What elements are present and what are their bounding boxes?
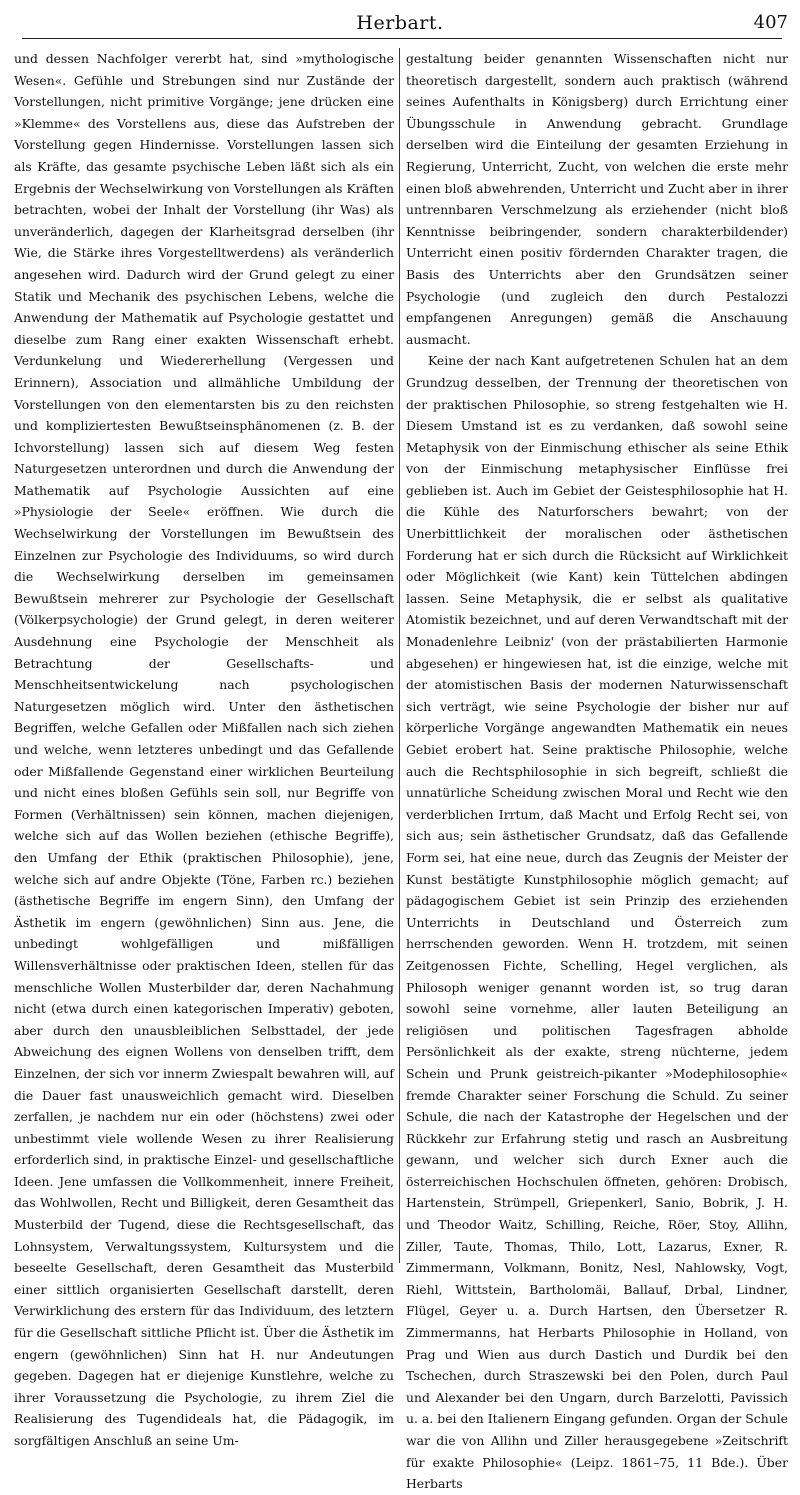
column-divider xyxy=(399,48,400,1263)
header-rule xyxy=(22,38,782,39)
paragraph: und dessen Nachfolger vererbt hat, sind »mythologische Wesen«. Gefühle und Strebungen sind nur Zustände der Vorstellungen, nicht primitive Vorgänge; jene drücken eine »Klemme« des Vorstellens aus, diese das Aufstreben der Vorstellung gegen Hindernisse. Vorstellungen lassen sich als Kräfte, das gesamte psychische Leben läßt sich als ein Ergebnis der Wechselwirkung von Vorstellungen als Kräften betrachten, wobei der Inhalt der Vorstellung (ihr Was) als unveränderlich, dagegen der Klarheitsgrad derselben (ihr Wie, die Stärke ihres Vorgestelltwerdens) als veränderlich angesehen wird. Dadurch wird der Grund gelegt zu einer Statik und Mechanik des psychischen Lebens, welche die Anwendung der Mathematik auf Psychologie gestattet und dieselbe zum Rang einer exakten Wissenschaft erhebt. Verdunkelung und Wiedererhellung (Vergessen und Erinnern), Association und allmähliche Umbildung der Vorstellungen von den elementarsten bis zu den reichsten und kompliziertesten Bewußtseinsphänomenen (z. B. der Ichvorstellung) lassen sich auf diesem Weg festen Naturgesetzen unterordnen und durch die Anwendung der Mathematik auf Psychologie Aussichten auf eine »Physiologie der Seele« eröffnen. Wie durch die Wechselwirkung der Vorstellungen im Bewußtsein des Einzelnen zur Psychologie des Individuums, so wird durch die Wechselwirkung derselben im gemeinsamen Bewußtsein mehrerer zur Psychologie der Gesellschaft (Völkerpsychologie) der Grund gelegt, in deren weiterer Ausdehnung eine Psychologie der Menschheit als Betrachtung der Gesellschafts- und Menschheitsentwickelung nach psychologischen Naturgesetzen möglich wird. Unter den ästhetischen Begriffen, welche Gefallen oder Mißfallen nach sich ziehen und welche, wenn letzteres unbedingt und das Gefallende oder Mißfallende Gegenstand einer wirklichen Beurteilung und nicht eines bloßen Gefühls sein soll, nur Begriffe von Formen (Verhältnissen) sein können, machen diejenigen, welche sich auf das Wollen beziehen (ethische Begriffe), den Umfang der Ethik (praktischen Philosophie), jene, welche sich auf andre Objekte (Töne, Farben rc.) beziehen (ästhetische Begriffe im engern Sinn), den Umfang der Ästhetik im engern (gewöhnlichen) Sinn aus. Jene, die unbedingt wohlgefälligen und mißfälligen Willensverhältnisse oder praktischen Ideen, stellen für das menschliche Wollen Musterbilder dar, deren Nachahmung nicht (etwa durch einen kategorischen Imperativ) geboten, aber durch den unausbleiblichen Selbsttadel, der jede Abweichung des eignen Wollens von denselben trifft, dem Einzelnen, der sich vor innerm Zwiespalt bewahren will, auf die Dauer fast unausweichlich gemacht wird. Dieselben zerfallen, je nachdem nur ein oder (höchstens) zwei oder unbestimmt viele wollende Wesen zu ihrer Realisierung erforderlich sind, in praktische Einzel- und gesellschaftliche Ideen. Jene umfassen die Vollkommenheit, innere Freiheit, das Wohlwollen, Recht und Billigkeit, deren Gesamtheit das Musterbild der Tugend, diese die Rechtsgesellschaft, das Lohnsystem, Verwaltungssystem, Kultursystem und die beseelte Gesellschaft, deren Gesamtheit das Musterbild einer sittlich organisierten Gesellschaft darstellt, deren Verwirklichung des erstern für das Individuum, des letztern für die Gesellschaft sittliche Pflicht ist. Über die Ästhetik im engern (gewöhnlichen) Sinn hat H. nur Andeutungen gegeben. Dagegen hat er diejenige Kunstlehre, welche zu ihrer Voraussetzung die Psychologie, zu ihrem Ziel die Realisierung des Tugendideals hat, die Pädagogik, im sorgfältigen Anschluß an seine Um- xyxy=(14,51,394,1448)
page-header xyxy=(0,10,800,40)
paragraph: Keine der nach Kant aufgetretenen Schulen hat an dem Grundzug desselben, der Trennung der theoretischen von der praktischen Philosophie, so streng festgehalten wie H. Diesem Umstand ist es zu verdanken, daß sowohl seine Metaphysik von der Einmischung ethischer als seine Ethik von der Einmischung metaphysischer Einflüsse frei geblieben ist. Auch im Gebiet der Geistesphilosophie hat H. die Kühle des Naturforschers bewahrt; von der Unerbittlichkeit der moralischen oder ästhetischen Forderung hat er sich durch die Rücksicht auf Wirklichkeit oder Möglichkeit (wie Kant) kein Tüttelchen abdingen lassen. Seine Metaphysik, die er selbst als qualitative Atomistik bezeichnet, und auf deren Verwandtschaft mit der Monadenlehre Leibniz' (von der prästabilierten Harmonie abgesehen) er hingewiesen hat, ist die einzige, welche mit der atomistischen Basis der modernen Naturwissenschaft sich verträgt, wie seine Psychologie der bisher nur auf körperliche Vorgänge angewandten Mathematik ein neues Gebiet erobert hat. Seine praktische Philosophie, welche auch die Rechtsphilosophie in sich begreift, schließt die unnatürliche Scheidung zwischen Moral und Recht wie den verderblichen Irrtum, daß Macht und Erfolg Recht sei, von sich aus; sein ästhetischer Grundsatz, daß das Gefallende Form sei, hat eine neue, durch das Zeugnis der Meister der Kunst bestätigte Kunstphilosophie möglich gemacht; auf pädagogischem Gebiet ist sein Prinzip des erziehenden Unterrichts in Deutschland und Österreich zum herrschenden geworden. Wenn H. trotzdem, mit seinen Zeitgenossen Fichte, Schelling, Hegel verglichen, als Philosoph weniger genannt worden ist, so trug daran sowohl seine vornehme, aller lauten Beteiligung an religiösen und politischen Tagesfragen abholde Persönlichkeit als der exakte, streng nüchterne, jedem Schein und Prunk geistreich-pikanter »Modephilosophie« fremde Charakter seiner Forschung die Schuld. Zu seiner Schule, die nach der Katastrophe der Hegelschen und der Rückkehr zur Erfahrung stetig und rasch an Ausbreitung gewann, und welcher sich durch Exner auch die österreichischen Hochschulen öffneten, gehören: Drobisch, Hartenstein, Strümpell, Griepenkerl, Sanio, Bobrik, J. H. und Theodor Waitz, Schilling, Reiche, Röer, Stoy, Allihn, Ziller, Taute, Thomas, Thilo, Lott, Lazarus, Exner, R. Zimmermann, Volkmann, Bonitz, Nesl, Nahlowsky, Vogt, Riehl, Wittstein, Bartholomäi, Ballauf, Drbal, Lindner, Flügel, Geyer u. a. Durch Hartsen, den Übersetzer R. Zimmermanns, hat Herbarts Philosophie in Holland, von Prag und Wien aus durch Dastich und Durdik bei den Tschechen, durch Straszewski bei den Polen, durch Paul und Alexander bei den Ungarn, durch Barzelotti, Pavissich u. a. bei den Italienern Eingang gefunden. Organ der Schule war die von Allihn und Ziller herausgegebene »Zeitschrift für exakte Philosophie« (Leipz. 1861–75, 11 Bde.). Über Herbarts xyxy=(406,353,788,1492)
running-title: Herbart. xyxy=(356,12,444,34)
left-column xyxy=(14,48,394,1448)
paragraph: gestaltung beider genannten Wissenschaften nicht nur theoretisch dargestellt, sondern auch praktisch (während seines Aufenthalts in Königsberg) durch Errichtung einer Übungsschule in Anwendung gebracht. Grundlage derselben wird die Einteilung der gesamten Erziehung in Regierung, Unterricht, Zucht, von welchen die erste mehr einen bloß abwehrenden, Unterricht und Zucht aber in ihrer untrennbaren Verschmelzung als erziehender (nicht bloß Kenntnisse beibringender, sondern charakterbildender) Unterricht einen positiv fördernden Charakter tragen, die Basis des Unterrichts aber den Grundsätzen seiner Psychologie (und zugleich den durch Pestalozzi empfangenen Anregungen) gemäß die Anschauung ausmacht. xyxy=(406,51,788,347)
right-column xyxy=(406,48,788,1492)
page-number: 407 xyxy=(753,12,788,33)
